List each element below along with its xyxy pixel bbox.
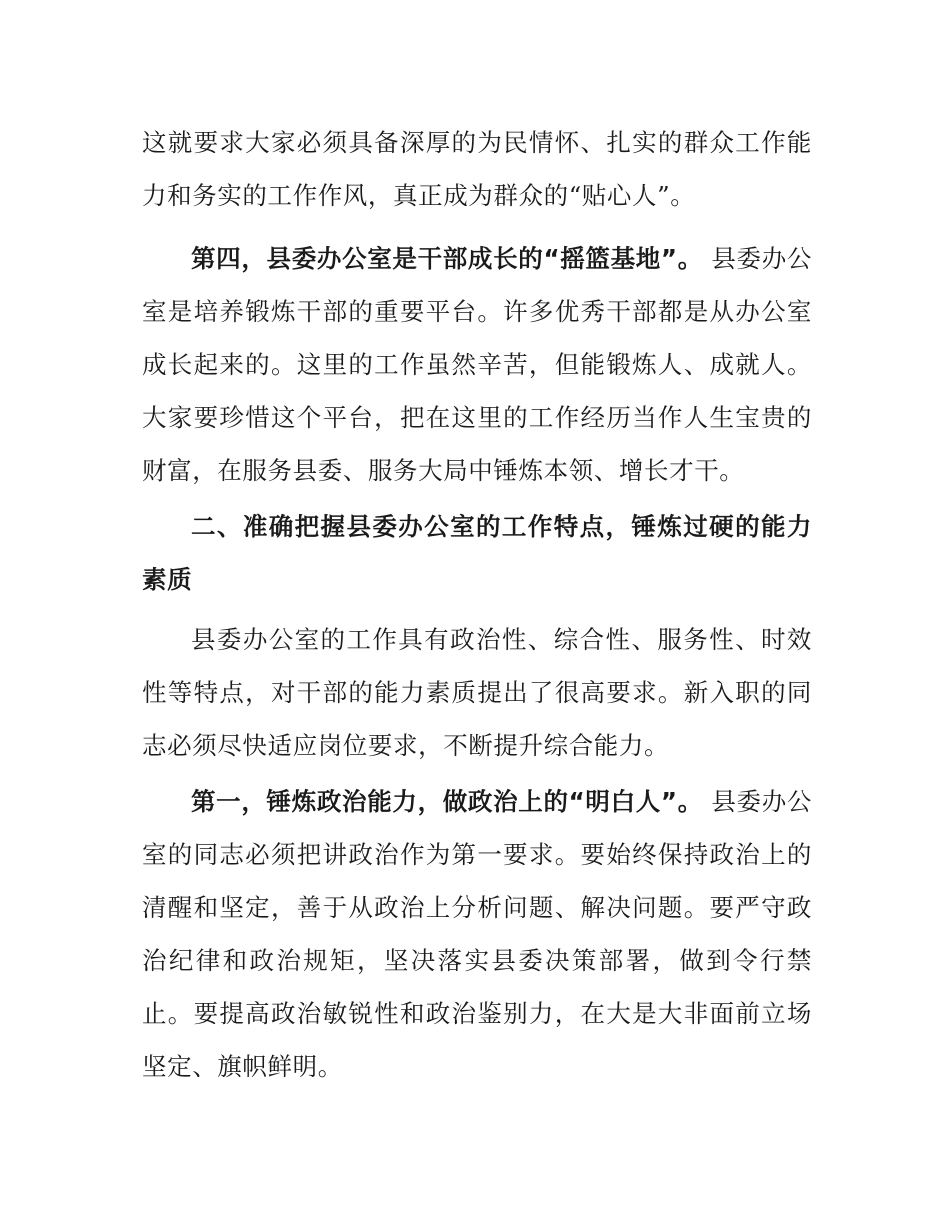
paragraph-text: 县委办公室的工作具有政治性、综合性、服务性、时效性等特点，对干部的能力素质提出了很高要求。新入职的同志必须尽快适应岗位要求，不断提升综合能力。 bbox=[142, 625, 812, 760]
section-heading bbox=[142, 500, 812, 606]
paragraph-text: 县委办公室是培养锻炼干部的重要平台。许多优秀干部都是从办公室成长起来的。这里的工作虽然辛苦，但能锻炼人、成就人。大家要珍惜这个平台，把在这里的工作经历当作人生宝贵的财富，在服务县委、服务大局中锤炼本领、增长才干。 bbox=[142, 244, 812, 485]
section-heading-text: 二、准确把握县委办公室的工作特点，锤炼过硬的能力素质 bbox=[142, 512, 812, 594]
paragraph-first-point bbox=[142, 775, 812, 1093]
paragraph-text: 县委办公室的同志必须把讲政治作为第一要求。要始终保持政治上的清醒和坚定，善于从政治上分析问题、解决问题。要严守政治纪律和政治规矩，坚决落实县委决策部署，做到令行禁止。要提高政治敏锐性和政治鉴别力，在大是大非面前立场坚定、旗帜鲜明。 bbox=[142, 787, 812, 1081]
paragraph-lead-bold: 第一，锤炼政治能力，做政治上的“明白人”。 bbox=[191, 787, 703, 816]
paragraph-continuation bbox=[142, 116, 812, 222]
paragraph-section-intro bbox=[142, 613, 812, 772]
paragraph-lead-bold: 第四，县委办公室是干部成长的“摇篮基地”。 bbox=[191, 244, 703, 273]
paragraph-text: 这就要求大家必须具备深厚的为民情怀、扎实的群众工作能力和务实的工作作风，真正成为群众的“贴心人”。 bbox=[142, 128, 812, 210]
paragraph-fourth-point bbox=[142, 232, 812, 497]
